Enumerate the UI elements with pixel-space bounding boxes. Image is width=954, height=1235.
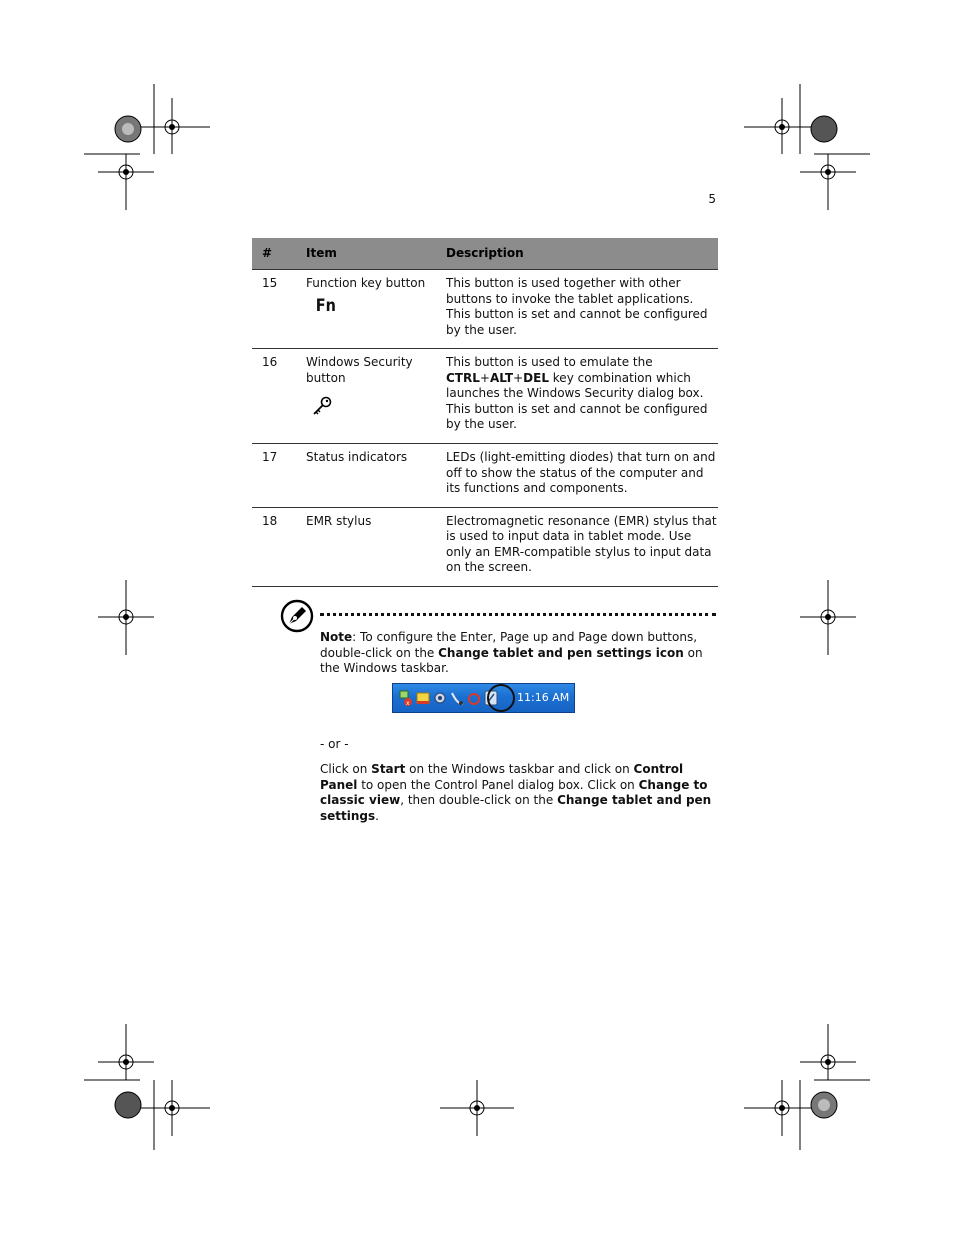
note-pen-icon bbox=[280, 599, 314, 633]
row-num: 15 bbox=[252, 270, 306, 349]
header-description: Description bbox=[436, 238, 718, 270]
note-body-end: on the Windows taskbar. bbox=[320, 645, 703, 675]
desc-text: key combination which launches the Windows Security dialog box. This button is set and cannot be configured by the user. bbox=[446, 370, 708, 431]
stylus-icon bbox=[450, 689, 464, 707]
alt-text: to open the Control Panel dialog box. Click on bbox=[357, 777, 639, 792]
alt-text: Click on bbox=[320, 762, 372, 776]
alt-text: on the Windows taskbar and click on bbox=[405, 762, 634, 776]
or-separator: - or - bbox=[320, 737, 349, 751]
sync-icon bbox=[467, 689, 481, 707]
desc-text: This button is used to emulate the bbox=[446, 355, 653, 369]
header-item: Item bbox=[306, 238, 436, 270]
alt-control-panel-bold: Control Panel bbox=[320, 762, 684, 792]
taskbar-screenshot bbox=[392, 683, 575, 713]
key-del: DEL bbox=[523, 370, 549, 385]
row-item: Status indicators bbox=[306, 444, 436, 508]
key-plus: + bbox=[513, 370, 524, 385]
key-plus: + bbox=[479, 370, 490, 385]
alt-start-bold: Start bbox=[371, 762, 406, 776]
row-item: EMR stylus bbox=[306, 507, 436, 586]
table-row bbox=[252, 349, 718, 444]
item-label: Function key button bbox=[306, 276, 426, 290]
spec-table bbox=[252, 238, 718, 587]
table-row bbox=[252, 507, 718, 586]
network-warning-icon bbox=[399, 689, 413, 707]
tray-icons bbox=[399, 689, 498, 709]
row-num: 16 bbox=[252, 349, 306, 444]
key-icon bbox=[312, 396, 332, 416]
table-row bbox=[252, 444, 718, 508]
row-description: Electromagnetic resonance (EMR) stylus that is used to input data in tablet mode. Use only an EMR-compatible stylus to input data on the screen. bbox=[436, 507, 718, 586]
note-label: Note bbox=[320, 630, 353, 644]
note-divider bbox=[320, 613, 716, 616]
taskbar-clock: 11:16 AM bbox=[517, 691, 570, 704]
item-label: Windows Security button bbox=[306, 355, 413, 385]
key-ctrl: CTRL bbox=[446, 370, 480, 385]
row-description: This button is used together with other buttons to invoke the tablet applications. This button is set and cannot be configured by the user. bbox=[436, 270, 718, 349]
table-header-row bbox=[252, 238, 718, 270]
table-row bbox=[252, 270, 718, 349]
alt-text: , then double-click on the bbox=[400, 793, 558, 807]
row-description bbox=[436, 349, 718, 444]
highlight-circle bbox=[487, 684, 515, 712]
note-bold-setting: Change tablet and pen settings icon bbox=[438, 645, 684, 660]
fn-key-icon: Fn bbox=[315, 295, 336, 316]
row-item bbox=[306, 349, 436, 444]
row-description: LEDs (light-emitting diodes) that turn on and off to show the status of the computer and its functions and components. bbox=[436, 444, 718, 508]
page-number: 5 bbox=[708, 192, 716, 206]
note-body: : To configure the Enter, Page up and Page down buttons, double-click on the bbox=[320, 630, 698, 660]
row-num: 18 bbox=[252, 507, 306, 586]
alt-classic-view-bold: Change to classic view bbox=[320, 777, 708, 807]
alt-tablet-settings-bold: Change tablet and pen settings bbox=[320, 793, 712, 823]
note-text bbox=[320, 630, 720, 677]
folder-icon bbox=[416, 689, 430, 707]
alternative-instructions bbox=[320, 762, 720, 824]
alt-text: . bbox=[375, 808, 379, 823]
row-item bbox=[306, 270, 436, 349]
speaker-icon bbox=[433, 689, 447, 707]
key-alt: ALT bbox=[489, 370, 514, 385]
header-num: # bbox=[252, 238, 306, 270]
row-num: 17 bbox=[252, 444, 306, 508]
svg-text:x: x bbox=[406, 700, 410, 707]
